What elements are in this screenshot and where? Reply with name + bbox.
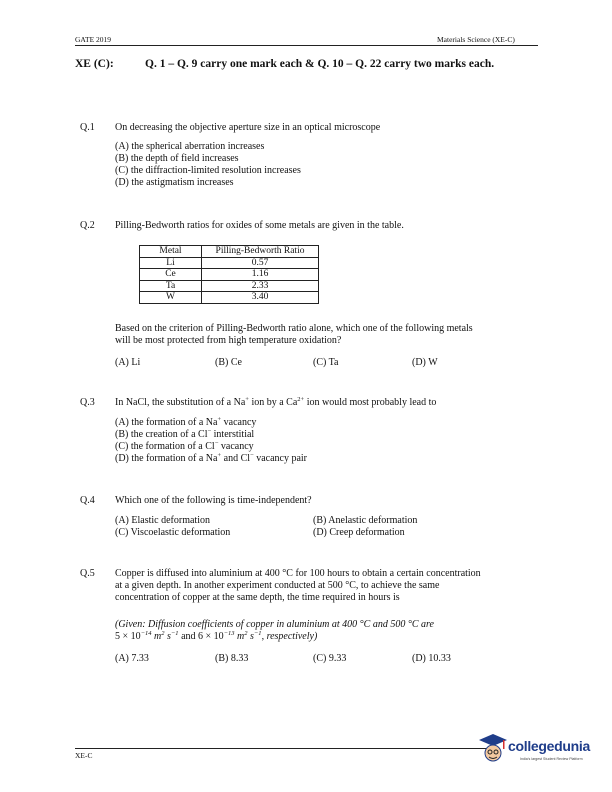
text-part: , respectively) <box>261 631 318 642</box>
pilling-bedworth-table <box>139 245 319 304</box>
question-text-line: concentration of copper at the same depth, the time required in hours is <box>115 592 400 603</box>
question-text-line: Copper is diffused into aluminium at 400 °C for 100 hours to obtain a certain concentration <box>115 568 481 579</box>
superscript: −14 <box>140 630 152 637</box>
option-c <box>115 441 254 453</box>
question-text: Which one of the following is time-independent? <box>115 495 312 506</box>
option-a: (A) Elastic deformation <box>115 515 210 526</box>
text-part: (B) the creation of a Cl <box>115 429 208 440</box>
option-d <box>115 453 307 465</box>
superscript: −1 <box>253 630 262 637</box>
option-d: (D) 10.33 <box>412 653 451 664</box>
table-header-ratio: Pilling-Bedworth Ratio <box>202 246 319 258</box>
option-b: (B) Anelastic deformation <box>313 515 418 526</box>
table-cell-metal: W <box>140 292 202 304</box>
question-text-line: Based on the criterion of Pilling-Bedworth ratio alone, which one of the following metals <box>115 323 473 334</box>
superscript: 2 <box>244 630 248 637</box>
question-text: On decreasing the objective aperture size in an optical microscope <box>115 122 381 133</box>
option-c: (C) Ta <box>313 357 339 368</box>
table-cell-ratio: 3.40 <box>202 292 319 304</box>
text-part: 5 × 10 <box>115 631 141 642</box>
header-rule <box>75 45 538 46</box>
superscript: 2 <box>161 630 165 637</box>
text-part: (C) the formation of a Cl <box>115 441 215 452</box>
text-part: interstitial <box>211 429 255 440</box>
header-paper-name: Materials Science (XE-C) <box>437 35 515 44</box>
header-exam-name: GATE 2019 <box>75 35 112 44</box>
superscript: − <box>207 428 212 435</box>
table-row <box>140 269 319 281</box>
option-b: (B) 8.33 <box>215 653 249 664</box>
text-part: s <box>164 631 171 642</box>
option-d: (D) W <box>412 357 438 368</box>
option-b <box>115 429 254 441</box>
collegedunia-logo-icon <box>478 732 508 766</box>
option-a: (A) the spherical aberration increases <box>115 141 265 152</box>
table-row <box>140 280 319 292</box>
superscript: + <box>245 396 249 403</box>
question-number: Q.1 <box>80 122 95 133</box>
text-part: (D) the formation of a Na <box>115 453 218 464</box>
question-number: Q.2 <box>80 220 95 231</box>
superscript: + <box>217 416 222 423</box>
option-b: (B) the depth of field increases <box>115 153 239 164</box>
text-part: vacancy pair <box>253 453 308 464</box>
question-text: Pilling-Bedworth ratios for oxides of some metals are given in the table. <box>115 220 404 231</box>
table-cell-metal: Li <box>140 257 202 269</box>
text-part: s <box>247 631 254 642</box>
question-text <box>115 397 535 409</box>
option-a: (A) Li <box>115 357 141 368</box>
table-cell-metal: Ce <box>140 269 202 281</box>
footer-rule <box>75 748 490 749</box>
question-number: Q.3 <box>80 397 95 408</box>
text-part: (A) the formation of a Na <box>115 417 218 428</box>
text-part: m <box>234 631 245 642</box>
table-cell-ratio: 2.33 <box>202 280 319 292</box>
question-number: Q.4 <box>80 495 95 506</box>
superscript: − <box>214 440 219 447</box>
text-part: In NaCl, the substitution of a Na <box>115 397 246 408</box>
superscript: −1 <box>170 630 179 637</box>
option-b: (B) Ce <box>215 357 242 368</box>
table-cell-ratio: 0.57 <box>202 257 319 269</box>
question-number: Q.5 <box>80 568 95 579</box>
superscript: 2+ <box>297 396 305 403</box>
superscript: −13 <box>223 630 235 637</box>
footer-paper-code: XE-C <box>75 751 93 760</box>
option-a <box>115 417 256 429</box>
option-c: (C) Viscoelastic deformation <box>115 527 231 538</box>
given-data-line: (Given: Diffusion coefficients of copper in aluminium at 400 °C and 500 °C are <box>115 619 434 630</box>
text-part: m <box>151 631 162 642</box>
option-d: (D) the astigmatism increases <box>115 177 234 188</box>
table-header-metal: Metal <box>140 246 202 258</box>
superscript: − <box>250 452 254 459</box>
text-part: and 6 × 10 <box>178 631 224 642</box>
brand-tagline: India's largest Student Review Platform <box>520 757 583 761</box>
text-part: ion would most probably lead to <box>304 397 437 408</box>
question-text-line: at a given depth. In another experiment conducted at 500 °C, to achieve the same <box>115 580 440 591</box>
option-d: (D) Creep deformation <box>313 527 405 538</box>
section-instructions: Q. 1 – Q. 9 carry one mark each & Q. 10 – Q. 22 carry two marks each. <box>145 58 495 70</box>
option-c: (C) 9.33 <box>313 653 347 664</box>
table-cell-metal: Ta <box>140 280 202 292</box>
option-c: (C) the diffraction-limited resolution increases <box>115 165 301 176</box>
text-part: vacancy <box>218 441 254 452</box>
text-part: vacancy <box>221 417 257 428</box>
text-part: ion by a Ca <box>248 397 298 408</box>
table-cell-ratio: 1.16 <box>202 269 319 281</box>
option-a: (A) 7.33 <box>115 653 149 664</box>
table-row <box>140 292 319 304</box>
superscript: + <box>217 452 222 459</box>
section-label: XE (C): <box>75 58 114 70</box>
given-data-line <box>115 631 535 643</box>
table-row <box>140 257 319 269</box>
text-part: and Cl <box>221 453 251 464</box>
table-header-row <box>140 246 319 258</box>
brand-name: collegedunia <box>508 738 590 754</box>
question-text-line: will be most protected from high temperature oxidation? <box>115 335 342 346</box>
